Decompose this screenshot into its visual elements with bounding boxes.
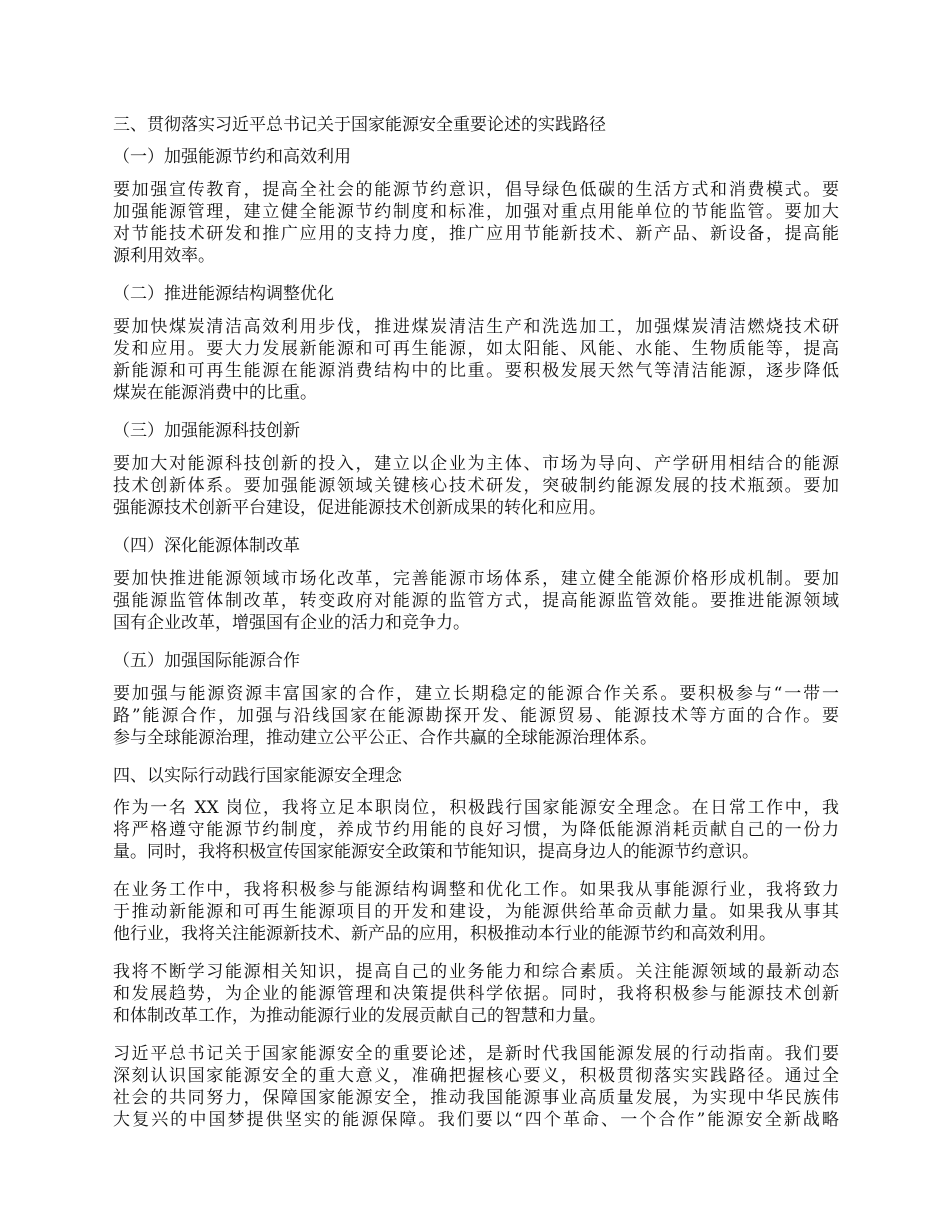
paragraph-line: 发和应用。要大力发展新能源和可再生能源，如太阳能、风能、水能、生物质能等，提高 bbox=[113, 339, 839, 359]
paragraph-line: 要加快推进能源领域市场化改革，完善能源市场体系，建立健全能源价格形成机制。要加 bbox=[113, 569, 839, 589]
document-body bbox=[113, 114, 839, 1147]
paragraph-line: 我将不断学习能源相关知识，提高自己的业务能力和综合素质。关注能源领域的最新动态 bbox=[113, 962, 839, 982]
paragraph-line: 将严格遵守能源节约制度，养成节约用能的良好习惯，为降低能源消耗贡献自己的一份力 bbox=[113, 820, 839, 840]
paragraph-line: 在业务工作中，我将积极参与能源结构调整和优化工作。如果我从事能源行业，我将致力 bbox=[113, 880, 839, 900]
paragraph-line: 煤炭在能源消费中的比重。 bbox=[113, 383, 317, 403]
paragraph-line: 路”能源合作，加强与沿线国家在能源勘探开发、能源贸易、能源技术等方面的合作。要 bbox=[113, 706, 839, 726]
paragraph-line: 要加强宣传教育，提高全社会的能源节约意识，倡导绿色低碳的生活方式和消费模式。要 bbox=[113, 180, 839, 200]
paragraph-line: 社会的共同努力，保障国家能源安全，推动我国能源事业高质量发展，为实现中华民族伟 bbox=[113, 1088, 839, 1108]
paragraph bbox=[113, 683, 839, 749]
subsection-heading: （一）加强能源节约和高效利用 bbox=[113, 147, 351, 167]
paragraph bbox=[113, 1043, 839, 1131]
paragraph-line: 和体制改革工作，为推动能源行业的发展贡献自己的智慧和力量。 bbox=[113, 1006, 606, 1026]
paragraph-line: 强能源技术创新平台建设，促进能源技术创新成果的转化和应用。 bbox=[113, 498, 606, 518]
paragraph-line: 新能源和可再生能源在能源消费结构中的比重。要积极发展天然气等清洁能源，逐步降低 bbox=[113, 361, 839, 381]
paragraph-line: 国有企业改革，增强国有企业的活力和竞争力。 bbox=[113, 613, 470, 633]
paragraph-line: 作为一名 XX 岗位，我将立足本职岗位，积极践行国家能源安全理念。在日常工作中，我 bbox=[113, 798, 839, 818]
paragraph-line: 大复兴的中国梦提供坚实的能源保障。我们要以“四个革命、一个合作”能源安全新战略 bbox=[113, 1110, 839, 1130]
paragraph-line: 他行业，我将关注能源新技术、新产品的应用，积极推动本行业的能源节约和高效利用。 bbox=[113, 924, 776, 944]
section-heading: 三、贯彻落实习近平总书记关于国家能源安全重要论述的实践路径 bbox=[113, 115, 606, 135]
paragraph-line: 要加强与能源资源丰富国家的合作，建立长期稳定的能源合作关系。要积极参与“一带一 bbox=[113, 684, 839, 704]
paragraph bbox=[113, 316, 839, 404]
paragraph bbox=[113, 797, 839, 863]
paragraph-line: 和发展趋势，为企业的能源管理和决策提供科学依据。同时，我将积极参与能源技术创新 bbox=[113, 984, 839, 1004]
paragraph bbox=[113, 568, 839, 634]
paragraph-line: 要加大对能源科技创新的投入，建立以企业为主体、市场为导向、产学研用相结合的能源 bbox=[113, 454, 839, 474]
paragraph-line: 习近平总书记关于国家能源安全的重要论述，是新时代我国能源发展的行动指南。我们要 bbox=[113, 1044, 839, 1064]
section-heading: 四、以实际行动践行国家能源安全理念 bbox=[113, 766, 402, 786]
paragraph-line: 加强能源管理，建立健全能源节约制度和标准，加强对重点用能单位的节能监管。要加大 bbox=[113, 202, 839, 222]
paragraph-line: 强能源监管体制改革，转变政府对能源的监管方式，提高能源监管效能。要推进能源领域 bbox=[113, 591, 839, 611]
paragraph bbox=[113, 453, 839, 519]
subsection-heading: （四）深化能源体制改革 bbox=[113, 536, 300, 556]
paragraph-line: 深刻认识国家能源安全的重大意义，准确把握核心要义，积极贯彻落实实践路径。通过全 bbox=[113, 1066, 839, 1086]
subsection-heading: （五）加强国际能源合作 bbox=[113, 651, 300, 671]
paragraph-line: 参与全球能源治理，推动建立公平公正、合作共赢的全球能源治理体系。 bbox=[113, 728, 657, 748]
paragraph-line: 对节能技术研发和推广应用的支持力度，推广应用节能新技术、新产品、新设备，提高能 bbox=[113, 224, 839, 244]
paragraph-line: 源利用效率。 bbox=[113, 246, 215, 266]
paragraph-line: 技术创新体系。要加强能源领域关键核心技术研发，突破制约能源发展的技术瓶颈。要加 bbox=[113, 476, 839, 496]
subsection-heading: （三）加强能源科技创新 bbox=[113, 421, 300, 441]
paragraph bbox=[113, 961, 839, 1027]
paragraph bbox=[113, 179, 839, 267]
paragraph-line: 要加快煤炭清洁高效利用步伐，推进煤炭清洁生产和洗选加工，加强煤炭清洁燃烧技术研 bbox=[113, 317, 839, 337]
subsection-heading: （二）推进能源结构调整优化 bbox=[113, 284, 334, 304]
paragraph-line: 量。同时，我将积极宣传国家能源安全政策和节能知识，提高身边人的能源节约意识。 bbox=[113, 842, 759, 862]
paragraph-line: 于推动新能源和可再生能源项目的开发和建设，为能源供给革命贡献力量。如果我从事其 bbox=[113, 902, 839, 922]
paragraph bbox=[113, 879, 839, 945]
